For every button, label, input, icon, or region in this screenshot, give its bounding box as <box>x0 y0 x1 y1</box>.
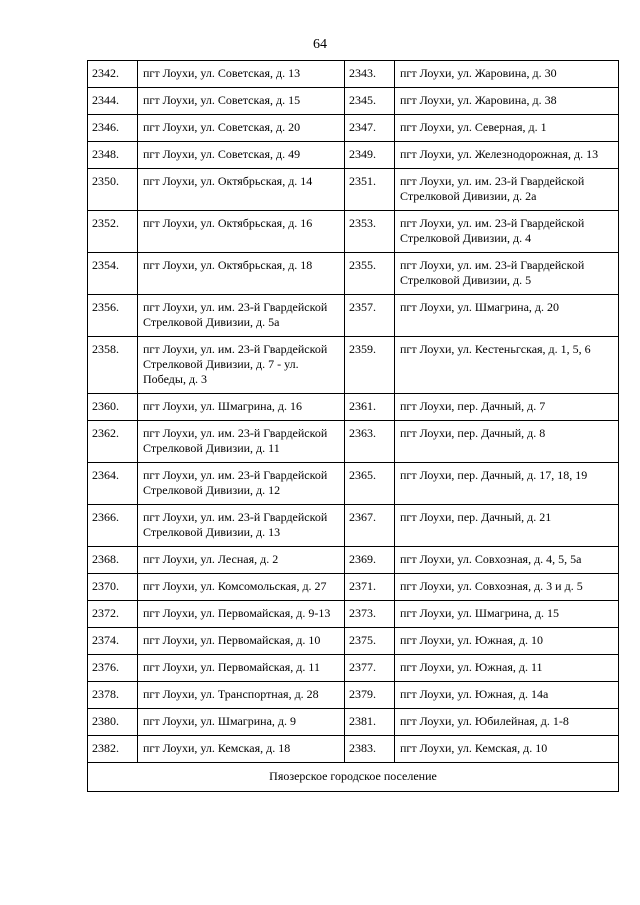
table-row <box>88 628 619 655</box>
entry-address: пгт Лоухи, ул. Советская, д. 15 <box>138 88 345 115</box>
entry-address: пгт Лоухи, ул. им. 23-й Гвардейской Стрелковой Дивизии, д. 4 <box>395 211 619 253</box>
table-row <box>88 337 619 394</box>
entry-number: 2371. <box>345 574 395 601</box>
entry-number: 2374. <box>88 628 138 655</box>
table-row <box>88 736 619 763</box>
entry-address: пгт Лоухи, ул. Шмагрина, д. 15 <box>395 601 619 628</box>
table-row <box>88 655 619 682</box>
entry-number: 2351. <box>345 169 395 211</box>
table-row <box>88 463 619 505</box>
entry-address: пгт Лоухи, пер. Дачный, д. 17, 18, 19 <box>395 463 619 505</box>
entry-address: пгт Лоухи, пер. Дачный, д. 21 <box>395 505 619 547</box>
entry-address: пгт Лоухи, ул. Южная, д. 14а <box>395 682 619 709</box>
entry-address: пгт Лоухи, ул. Южная, д. 10 <box>395 628 619 655</box>
entry-address: пгт Лоухи, ул. Советская, д. 20 <box>138 115 345 142</box>
table-row <box>88 253 619 295</box>
address-table-body <box>88 61 619 763</box>
entry-address: пгт Лоухи, ул. Комсомольская, д. 27 <box>138 574 345 601</box>
entry-number: 2346. <box>88 115 138 142</box>
section-heading: Пяозерское городское поселение <box>88 763 619 792</box>
entry-number: 2380. <box>88 709 138 736</box>
entry-number: 2362. <box>88 421 138 463</box>
entry-number: 2356. <box>88 295 138 337</box>
entry-number: 2355. <box>345 253 395 295</box>
entry-address: пгт Лоухи, ул. Лесная, д. 2 <box>138 547 345 574</box>
entry-address: пгт Лоухи, ул. Первомайская, д. 10 <box>138 628 345 655</box>
entry-address: пгт Лоухи, ул. Совхозная, д. 3 и д. 5 <box>395 574 619 601</box>
page-number: 64 <box>313 37 327 52</box>
entry-number: 2343. <box>345 61 395 88</box>
entry-address: пгт Лоухи, ул. Шмагрина, д. 9 <box>138 709 345 736</box>
entry-number: 2373. <box>345 601 395 628</box>
entry-number: 2381. <box>345 709 395 736</box>
table-row <box>88 682 619 709</box>
entry-number: 2363. <box>345 421 395 463</box>
entry-address: пгт Лоухи, ул. Шмагрина, д. 16 <box>138 394 345 421</box>
entry-address: пгт Лоухи, ул. Южная, д. 11 <box>395 655 619 682</box>
entry-address: пгт Лоухи, ул. Железнодорожная, д. 13 <box>395 142 619 169</box>
entry-address: пгт Лоухи, ул. Кемская, д. 10 <box>395 736 619 763</box>
entry-number: 2382. <box>88 736 138 763</box>
entry-number: 2379. <box>345 682 395 709</box>
entry-number: 2368. <box>88 547 138 574</box>
entry-number: 2353. <box>345 211 395 253</box>
entry-address: пгт Лоухи, ул. Советская, д. 49 <box>138 142 345 169</box>
table-row <box>88 142 619 169</box>
entry-number: 2370. <box>88 574 138 601</box>
entry-number: 2372. <box>88 601 138 628</box>
table-row <box>88 574 619 601</box>
entry-number: 2375. <box>345 628 395 655</box>
entry-number: 2350. <box>88 169 138 211</box>
entry-number: 2378. <box>88 682 138 709</box>
entry-address: пгт Лоухи, ул. Кестеньгская, д. 1, 5, 6 <box>395 337 619 394</box>
entry-number: 2364. <box>88 463 138 505</box>
entry-address: пгт Лоухи, ул. им. 23-й Гвардейской Стрелковой Дивизии, д. 12 <box>138 463 345 505</box>
entry-address: пгт Лоухи, ул. Кемская, д. 18 <box>138 736 345 763</box>
entry-number: 2366. <box>88 505 138 547</box>
entry-number: 2367. <box>345 505 395 547</box>
entry-address: пгт Лоухи, ул. Первомайская, д. 11 <box>138 655 345 682</box>
entry-number: 2354. <box>88 253 138 295</box>
entry-address: пгт Лоухи, ул. Северная, д. 1 <box>395 115 619 142</box>
table-row <box>88 115 619 142</box>
table-row <box>88 61 619 88</box>
entry-number: 2360. <box>88 394 138 421</box>
entry-number: 2376. <box>88 655 138 682</box>
entry-number: 2342. <box>88 61 138 88</box>
table-row <box>88 421 619 463</box>
entry-number: 2348. <box>88 142 138 169</box>
table-row <box>88 547 619 574</box>
entry-address: пгт Лоухи, ул. Советская, д. 13 <box>138 61 345 88</box>
entry-address: пгт Лоухи, ул. им. 23-й Гвардейской Стрелковой Дивизии, д. 13 <box>138 505 345 547</box>
entry-number: 2357. <box>345 295 395 337</box>
entry-number: 2359. <box>345 337 395 394</box>
entry-number: 2383. <box>345 736 395 763</box>
entry-address: пгт Лоухи, ул. Транспортная, д. 28 <box>138 682 345 709</box>
entry-number: 2352. <box>88 211 138 253</box>
entry-address: пгт Лоухи, ул. Жаровина, д. 30 <box>395 61 619 88</box>
entry-address: пгт Лоухи, пер. Дачный, д. 7 <box>395 394 619 421</box>
entry-address: пгт Лоухи, ул. Шмагрина, д. 20 <box>395 295 619 337</box>
entry-address: пгт Лоухи, ул. им. 23-й Гвардейской Стрелковой Дивизии, д. 5а <box>138 295 345 337</box>
entry-number: 2377. <box>345 655 395 682</box>
entry-number: 2365. <box>345 463 395 505</box>
section-heading-row <box>88 763 619 792</box>
entry-number: 2349. <box>345 142 395 169</box>
entry-address: пгт Лоухи, ул. им. 23-й Гвардейской Стрелковой Дивизии, д. 5 <box>395 253 619 295</box>
entry-address: пгт Лоухи, пер. Дачный, д. 8 <box>395 421 619 463</box>
entry-address: пгт Лоухи, ул. Октябрьская, д. 14 <box>138 169 345 211</box>
entry-number: 2347. <box>345 115 395 142</box>
entry-address: пгт Лоухи, ул. Юбилейная, д. 1-8 <box>395 709 619 736</box>
table-row <box>88 505 619 547</box>
entry-address: пгт Лоухи, ул. Совхозная, д. 4, 5, 5а <box>395 547 619 574</box>
entry-address: пгт Лоухи, ул. Октябрьская, д. 16 <box>138 211 345 253</box>
entry-number: 2345. <box>345 88 395 115</box>
table-row <box>88 601 619 628</box>
entry-address: пгт Лоухи, ул. Октябрьская, д. 18 <box>138 253 345 295</box>
entry-address: пгт Лоухи, ул. Жаровина, д. 38 <box>395 88 619 115</box>
entry-number: 2369. <box>345 547 395 574</box>
table-row <box>88 169 619 211</box>
entry-address: пгт Лоухи, ул. им. 23-й Гвардейской Стрелковой Дивизии, д. 7 - ул. Победы, д. 3 <box>138 337 345 394</box>
entry-address: пгт Лоухи, ул. им. 23-й Гвардейской Стрелковой Дивизии, д. 11 <box>138 421 345 463</box>
entry-address: пгт Лоухи, ул. Первомайская, д. 9-13 <box>138 601 345 628</box>
entry-number: 2344. <box>88 88 138 115</box>
table-row <box>88 709 619 736</box>
table-row <box>88 88 619 115</box>
table-row <box>88 211 619 253</box>
table-row <box>88 394 619 421</box>
table-row <box>88 295 619 337</box>
address-table <box>87 60 619 792</box>
entry-number: 2358. <box>88 337 138 394</box>
entry-address: пгт Лоухи, ул. им. 23-й Гвардейской Стрелковой Дивизии, д. 2а <box>395 169 619 211</box>
entry-number: 2361. <box>345 394 395 421</box>
